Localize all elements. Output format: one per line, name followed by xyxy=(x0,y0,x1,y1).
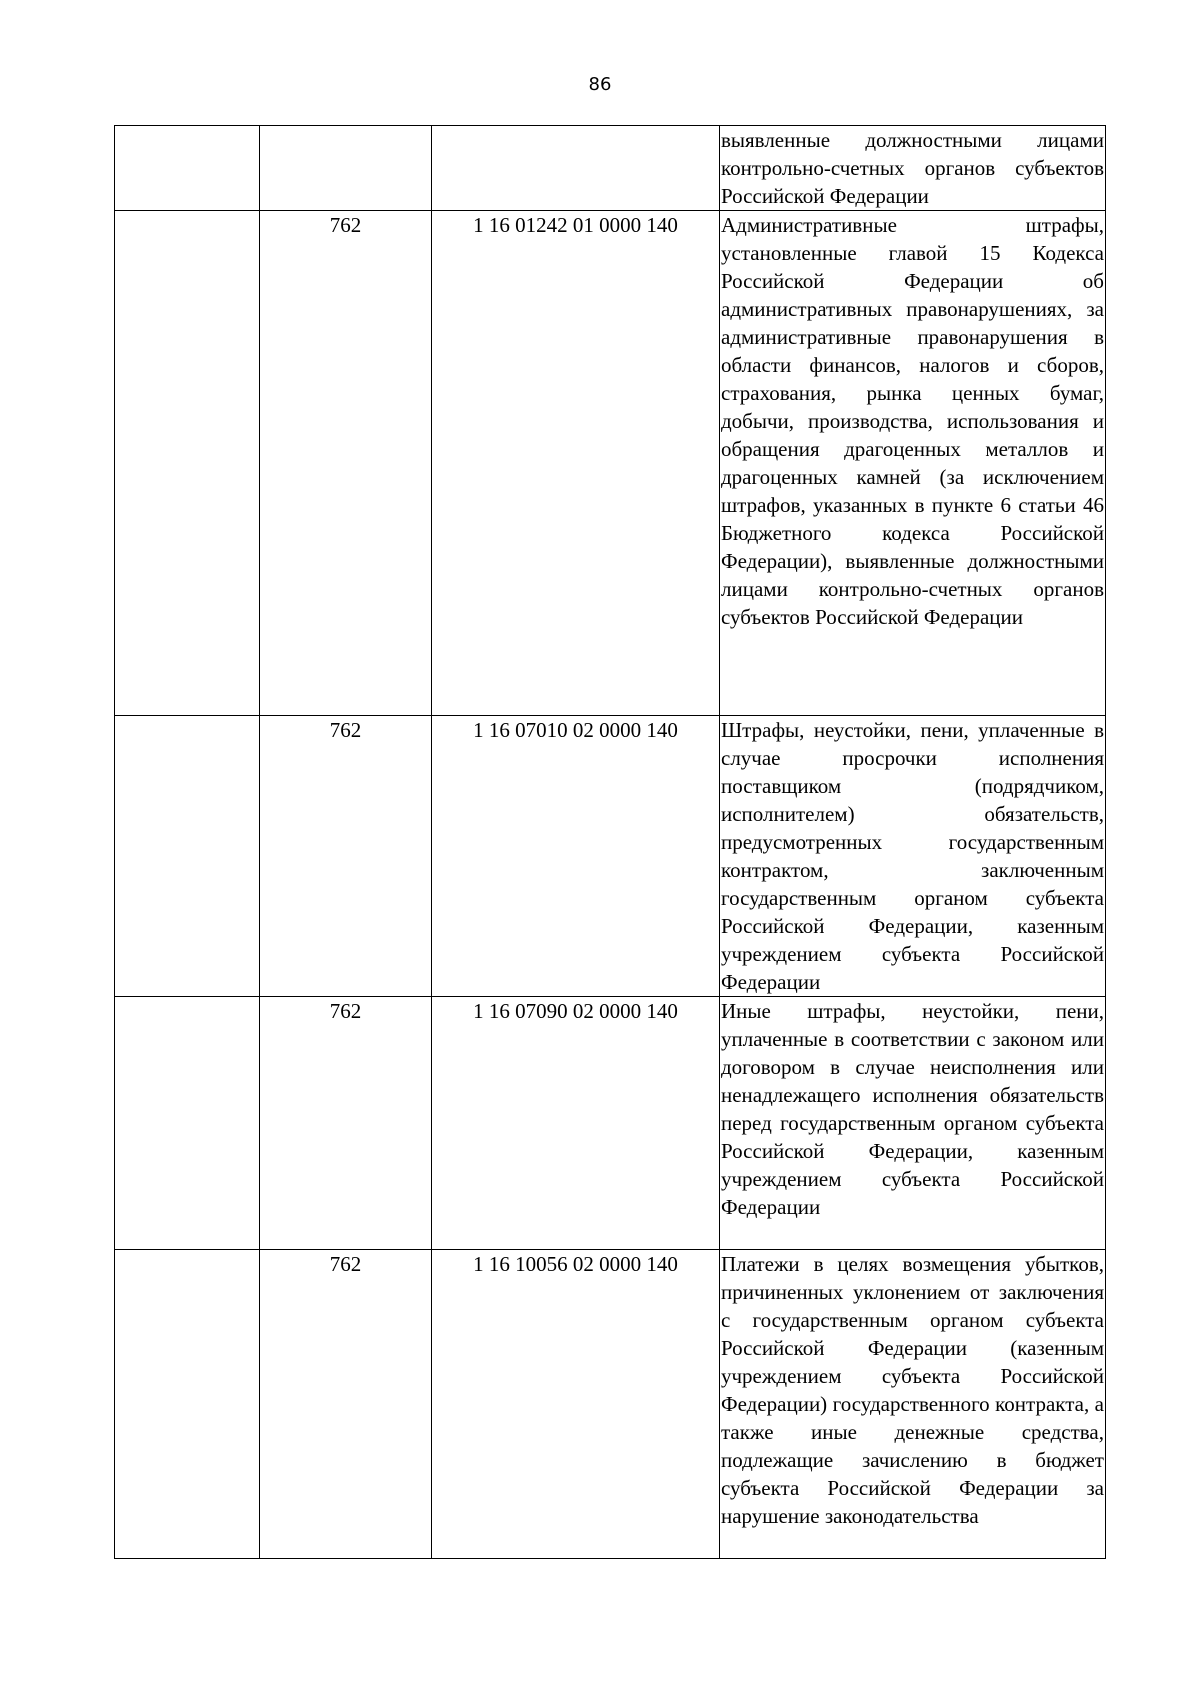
row-number-cell xyxy=(115,997,260,1250)
description-cell: Административные штрафы, установленные главой 15 Кодекса Российской Федерации об административных правонарушениях, за административные правонарушения в области финансов, налогов и сборов, страхования, рынка ценных бумаг, добычи, производства, использования и обращения драгоценных металлов и драгоценных камней (за исключением штрафов, указанных в пункте 6 статьи 46 Бюджетного кодекса Российской Федерации), выявленные должностными лицами контрольно-счетных органов субъектов Российской Федерации xyxy=(720,211,1106,716)
row-number-cell xyxy=(115,211,260,716)
row-number-cell xyxy=(115,716,260,997)
admin-code-cell xyxy=(260,126,432,211)
kbk-code-cell: 1 16 07010 02 0000 140 xyxy=(432,716,720,997)
kbk-code-cell: 1 16 07090 02 0000 140 xyxy=(432,997,720,1250)
row-number-cell xyxy=(115,126,260,211)
table-row xyxy=(115,997,1106,1250)
table-row xyxy=(115,1250,1106,1559)
budget-codes-table xyxy=(114,125,1106,1559)
admin-code-cell: 762 xyxy=(260,1250,432,1559)
kbk-code-cell: 1 16 01242 01 0000 140 xyxy=(432,211,720,716)
table-row xyxy=(115,126,1106,211)
table-row xyxy=(115,716,1106,997)
page-number: 86 xyxy=(588,74,612,95)
kbk-code-cell xyxy=(432,126,720,211)
table-row xyxy=(115,211,1106,716)
row-number-cell xyxy=(115,1250,260,1559)
description-cell: Платежи в целях возмещения убытков, причиненных уклонением от заключения с государственным органом субъекта Российской Федерации (казенным учреждением субъекта Российской Федерации) государственного контракта, а также иные денежные средства, подлежащие зачислению в бюджет субъекта Российской Федерации за нарушение законодательства xyxy=(720,1250,1106,1559)
admin-code-cell: 762 xyxy=(260,211,432,716)
description-cell: Иные штрафы, неустойки, пени, уплаченные в соответствии с законом или договором в случае неисполнения или ненадлежащего исполнения обязательств перед государственным органом субъекта Российской Федерации, казенным учреждением субъекта Российской Федерации xyxy=(720,997,1106,1250)
kbk-code-cell: 1 16 10056 02 0000 140 xyxy=(432,1250,720,1559)
description-cell: выявленные должностными лицами контрольно-счетных органов субъектов Российской Федерации xyxy=(720,126,1106,211)
description-cell: Штрафы, неустойки, пени, уплаченные в случае просрочки исполнения поставщиком (подрядчиком, исполнителем) обязательств, предусмотренных государственным контрактом, заключенным государственным органом субъекта Российской Федерации, казенным учреждением субъекта Российской Федерации xyxy=(720,716,1106,997)
admin-code-cell: 762 xyxy=(260,716,432,997)
admin-code-cell: 762 xyxy=(260,997,432,1250)
